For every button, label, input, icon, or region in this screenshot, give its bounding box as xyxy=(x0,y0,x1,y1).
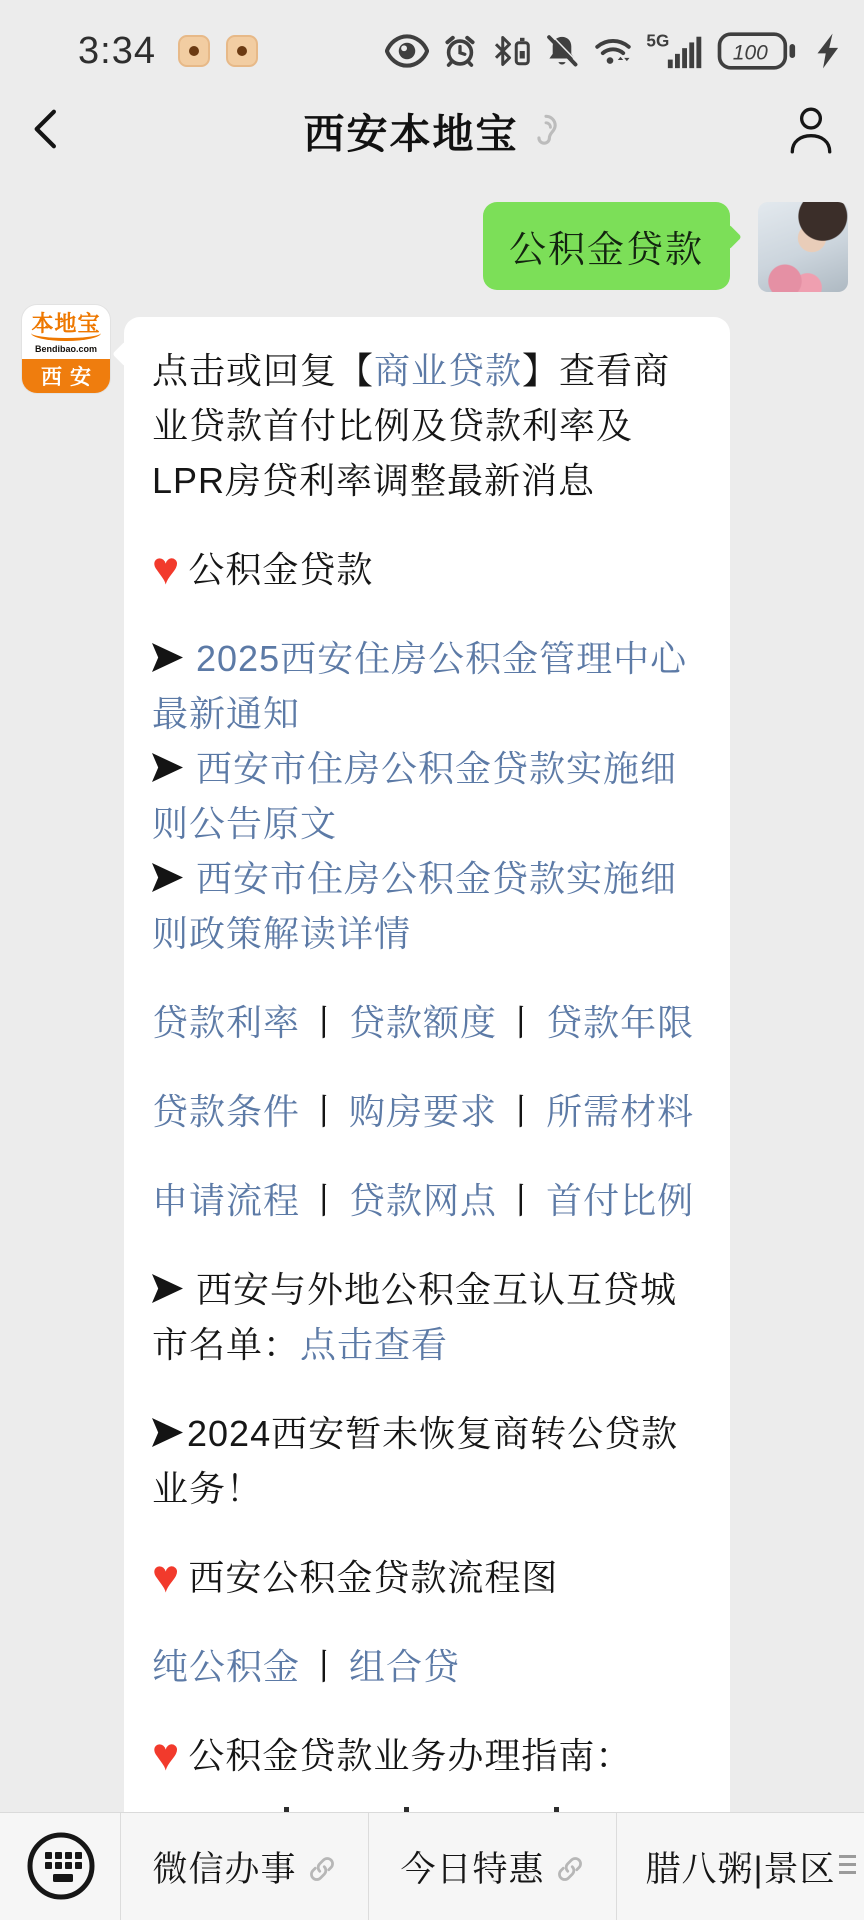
charging-icon xyxy=(812,32,842,70)
message-paragraph xyxy=(152,631,704,741)
notification-icons xyxy=(178,35,258,67)
alarm-icon xyxy=(442,33,478,69)
message-link[interactable]: 贷款条件 xyxy=(152,1091,301,1132)
message-paragraph xyxy=(152,343,704,508)
message-link[interactable]: 购房要求 xyxy=(349,1091,498,1132)
separator: 丨 xyxy=(306,1091,344,1132)
message-link[interactable]: 2025西安住房公积金管理中心最新通知 xyxy=(152,638,688,734)
status-icons xyxy=(385,30,842,72)
message-text: 】查看商业贷款首付比例及贷款利率及LPR房贷利率调整最新消息 xyxy=(152,350,671,501)
earpiece-mode-icon xyxy=(531,113,561,147)
svg-text:100: 100 xyxy=(732,41,768,65)
message-text: 公积金贷款 xyxy=(188,549,374,590)
separator: 丨 xyxy=(503,1002,541,1043)
message-paragraph xyxy=(152,1084,704,1139)
nav-bar xyxy=(0,92,864,168)
separator: 丨 xyxy=(503,1180,541,1221)
message-link[interactable]: 贷款年限 xyxy=(546,1002,695,1043)
avatar-brand-domain: Bendibao.com xyxy=(34,344,97,355)
received-message-bubble xyxy=(124,317,730,1851)
avatar-city-label: 西安 xyxy=(22,359,110,393)
message-paragraph xyxy=(152,542,704,597)
message-link[interactable]: 西安市住房公积金贷款实施细则政策解读详情 xyxy=(152,858,678,954)
message-link[interactable]: 首付比例 xyxy=(546,1180,695,1221)
message-text: 西安公积金贷款流程图 xyxy=(188,1557,559,1598)
arrow-bullet-icon xyxy=(152,863,183,892)
bottom-toolbar xyxy=(0,1812,864,1920)
message-text: 2024西安暂未恢复商转公贷款业务！ xyxy=(152,1413,679,1509)
heart-icon: ♥ xyxy=(152,542,181,594)
network-type-label: 5G xyxy=(646,31,670,51)
profile-icon[interactable] xyxy=(786,104,836,156)
message-paragraph xyxy=(152,851,704,961)
message-body xyxy=(152,343,704,1783)
message-link[interactable]: 申请流程 xyxy=(152,1180,301,1221)
keyboard-toggle-icon[interactable] xyxy=(24,1829,98,1903)
mute-icon xyxy=(544,33,580,69)
bluetooth-battery-icon xyxy=(491,33,531,69)
arrow-bullet-icon xyxy=(152,1418,183,1447)
message-paragraph xyxy=(152,1173,704,1228)
message-link[interactable]: 贷款利率 xyxy=(152,1002,301,1043)
arrow-bullet-icon xyxy=(152,643,183,672)
separator: 丨 xyxy=(306,1180,344,1221)
eye-protection-icon xyxy=(385,34,429,68)
message-text: 公积金贷款业务办理指南： xyxy=(188,1735,633,1776)
message-text: 西安与外地公积金互认互贷城市名单： xyxy=(152,1269,678,1365)
sent-message-bubble[interactable]: 公积金贷款 xyxy=(483,202,730,290)
separator: 丨 xyxy=(306,1002,344,1043)
app-notification-icon xyxy=(226,35,258,67)
separator: 丨 xyxy=(306,1646,344,1687)
message-paragraph xyxy=(152,1550,704,1605)
message-paragraph xyxy=(152,1262,704,1372)
message-paragraph xyxy=(152,1639,704,1694)
user-avatar[interactable] xyxy=(758,202,848,292)
message-paragraph xyxy=(152,1728,704,1783)
message-link[interactable]: 组合贷 xyxy=(349,1646,461,1687)
official-account-avatar[interactable] xyxy=(22,305,110,393)
submenu-icon xyxy=(839,1855,856,1874)
link-icon xyxy=(555,1854,585,1884)
message-link[interactable]: 所需材料 xyxy=(546,1091,695,1132)
link-icon xyxy=(307,1854,337,1884)
battery-icon xyxy=(717,30,799,72)
status-bar xyxy=(0,0,864,92)
toolbar-menu-laba-scenic[interactable]: 腊八粥|景区 xyxy=(616,1813,864,1920)
app-notification-icon xyxy=(178,35,210,67)
message-paragraph xyxy=(152,1406,704,1516)
message-paragraph xyxy=(152,995,704,1050)
arrow-bullet-icon xyxy=(152,753,183,782)
message-link[interactable]: 纯公积金 xyxy=(152,1646,301,1687)
message-link[interactable]: 贷款网点 xyxy=(349,1180,498,1221)
heart-icon: ♥ xyxy=(152,1728,181,1780)
arrow-bullet-icon xyxy=(152,1274,183,1303)
toolbar-menu-today-deals[interactable]: 今日特惠 xyxy=(368,1813,616,1920)
page-title: 西安本地宝 xyxy=(303,110,519,157)
wifi-icon xyxy=(593,33,633,69)
message-paragraph xyxy=(152,741,704,851)
separator: 丨 xyxy=(503,1091,541,1132)
heart-icon: ♥ xyxy=(152,1550,181,1602)
clock: 3:34 xyxy=(78,29,156,72)
message-text: 点击或回复【 xyxy=(152,350,375,391)
signal-5g-icon xyxy=(646,31,704,71)
message-link[interactable]: 西安市住房公积金贷款实施细则公告原文 xyxy=(152,748,678,844)
message-link[interactable]: 点击查看 xyxy=(300,1324,449,1365)
toolbar-menu-weixin-banshi[interactable]: 微信办事 xyxy=(120,1813,368,1920)
message-link[interactable]: 贷款额度 xyxy=(349,1002,498,1043)
message-link[interactable]: 商业贷款 xyxy=(374,350,523,391)
chat-area xyxy=(0,168,864,1920)
avatar-brand-name: 本地宝 xyxy=(31,313,100,341)
